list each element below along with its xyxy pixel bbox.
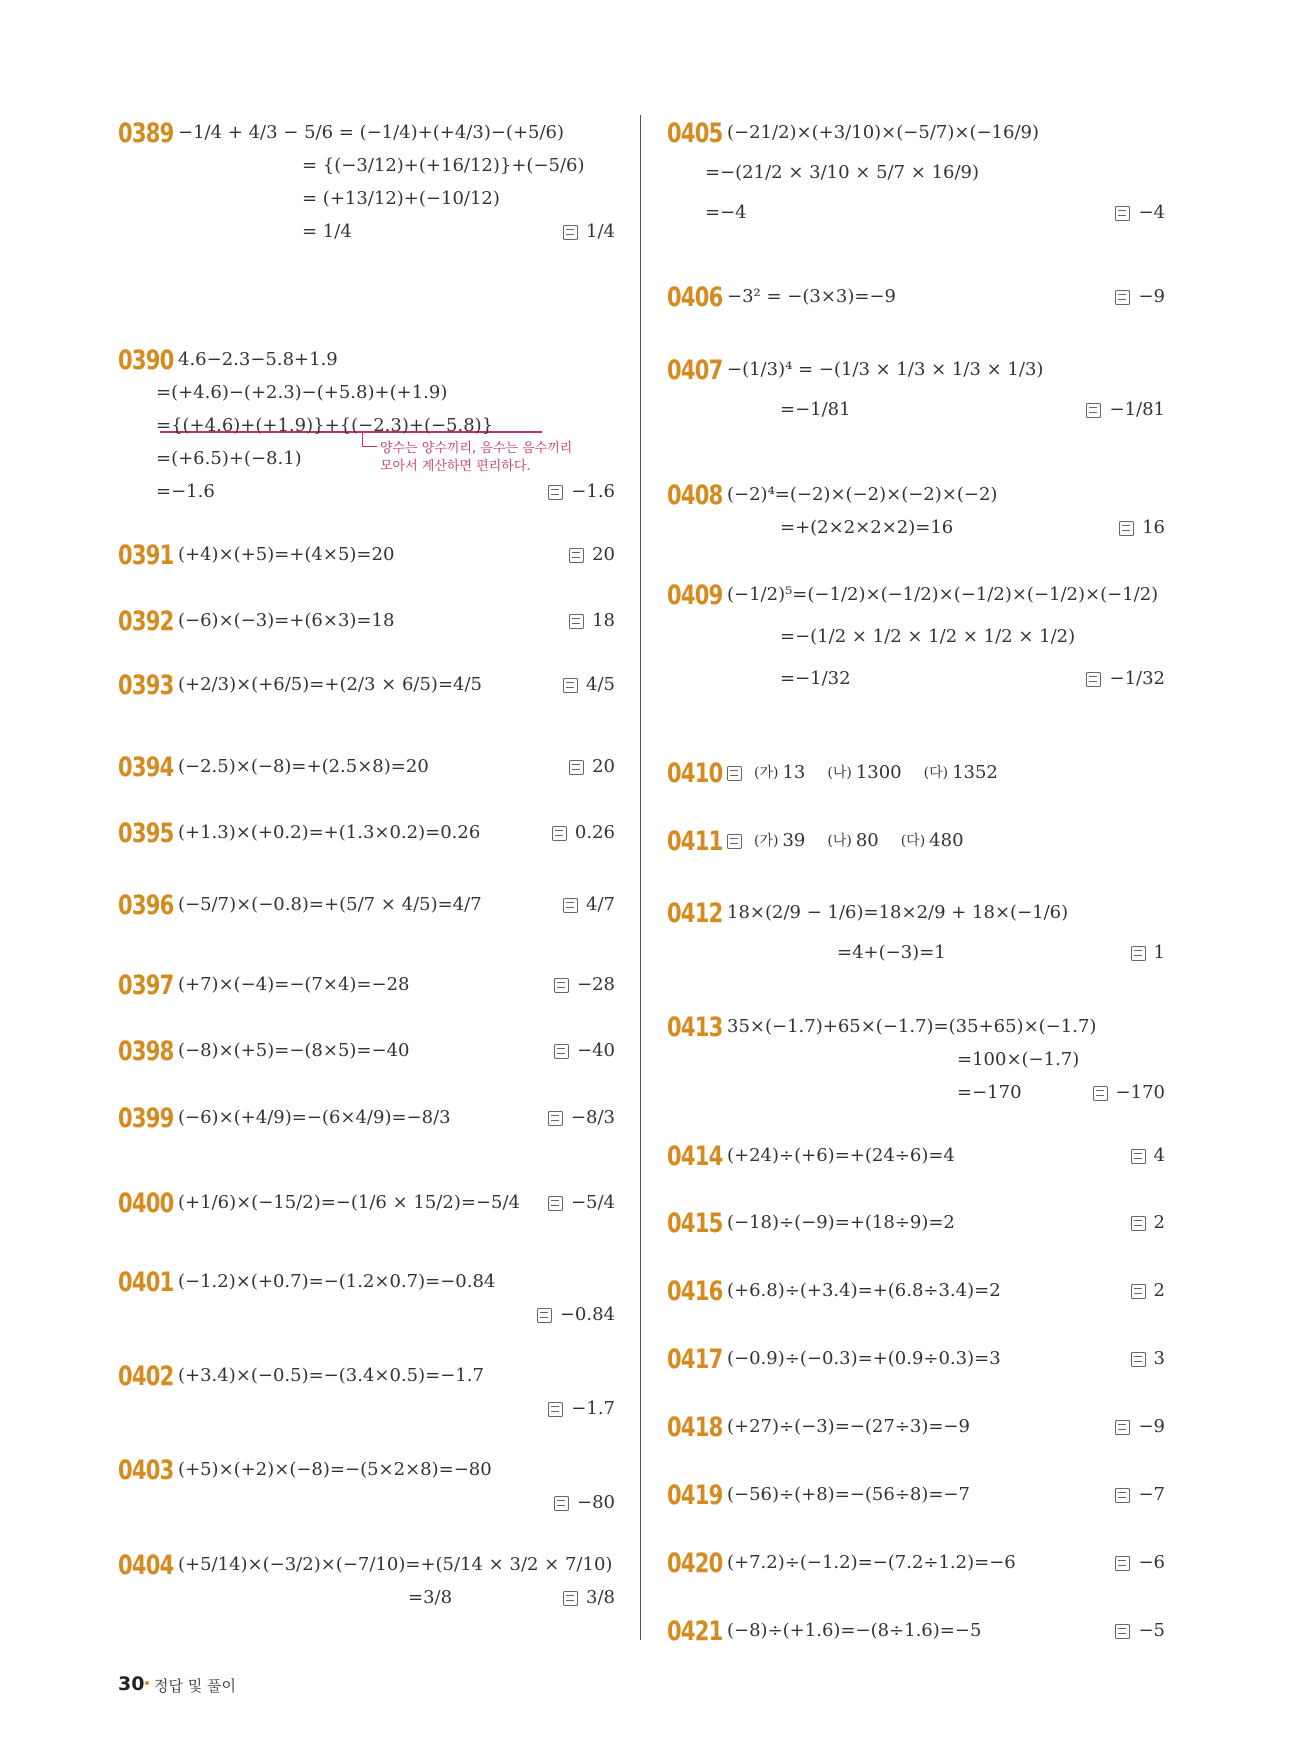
solution-line: (+1.3)×(+0.2)=+(1.3×0.2)=0.26 xyxy=(178,822,481,843)
answer xyxy=(1086,667,1165,691)
solution-line: (−8)×(+5)=−(8×5)=−40 xyxy=(178,1040,410,1061)
answer-mark-icon xyxy=(1086,672,1101,687)
problem-number: 0412 xyxy=(667,898,723,929)
answer-mark-icon xyxy=(1131,1149,1146,1164)
solution-line: =−1/32 xyxy=(780,668,851,689)
answer xyxy=(563,893,615,917)
problem-number: 0392 xyxy=(118,606,174,637)
solution-line: (−1.2)×(+0.7)=−(1.2×0.7)=−0.84 xyxy=(178,1271,496,1292)
answer xyxy=(1131,1279,1165,1303)
answer-mark-icon xyxy=(569,548,584,563)
problem-number: 0416 xyxy=(667,1276,723,1307)
part-label: (다) xyxy=(900,833,926,849)
answer-mark-icon xyxy=(548,1402,563,1417)
problem-number: 0401 xyxy=(118,1267,174,1298)
answer-value: −40 xyxy=(577,1040,615,1061)
answer-mark-icon xyxy=(563,678,578,693)
solution-line: = {(−3/12)+(+16/12)}+(−5/6) xyxy=(302,155,585,176)
solution-line: =3/8 xyxy=(408,1587,453,1608)
answer xyxy=(1131,1211,1165,1235)
answer-mark-icon xyxy=(554,1496,569,1511)
part-label: (나) xyxy=(827,833,852,849)
problem-number: 0410 xyxy=(667,758,723,789)
problem-number: 0409 xyxy=(667,580,723,611)
solution-line: (+1/6)×(−15/2)=−(1/6 × 15/2)=−5/4 xyxy=(178,1192,520,1213)
answer-mark-icon xyxy=(1115,1488,1130,1503)
answer-mark-icon xyxy=(1115,1624,1130,1639)
solution-line: (−0.9)÷(−0.3)=+(0.9÷0.3)=3 xyxy=(727,1348,1001,1369)
problem-number: 0408 xyxy=(667,480,723,511)
solution-line: (+2/3)×(+6/5)=+(2/3 × 6/5)=4/5 xyxy=(178,674,482,695)
solution-line: (−56)÷(+8)=−(56÷8)=−7 xyxy=(727,1484,970,1505)
answer-value: 2 xyxy=(1153,1212,1165,1233)
page-number: 30 xyxy=(118,1673,145,1695)
answer-mark-icon xyxy=(537,1308,552,1323)
solution-line: =−(21/2 × 3/10 × 5/7 × 16/9) xyxy=(705,162,980,183)
answer-value: −9 xyxy=(1138,286,1165,307)
solution-line: (−21/2)×(+3/10)×(−5/7)×(−16/9) xyxy=(727,122,1039,143)
solution-line: (−5/7)×(−0.8)=+(5/7 × 4/5)=4/7 xyxy=(178,894,482,915)
solution-line: (−6)×(−3)=+(6×3)=18 xyxy=(178,610,395,631)
part-value: 80 xyxy=(855,830,879,851)
solution-line: =−170 xyxy=(957,1082,1022,1103)
answer xyxy=(554,1039,615,1063)
solution-line: (−2)⁴=(−2)×(−2)×(−2)×(−2) xyxy=(727,484,998,505)
answer xyxy=(563,673,615,697)
solution-line: (+27)÷(−3)=−(27÷3)=−9 xyxy=(727,1416,970,1437)
solution-line: ={(+4.6)+(+1.9)}+{(−2.3)+(−5.8)} xyxy=(156,415,494,436)
solution-line: (−1/2)⁵=(−1/2)×(−1/2)×(−1/2)×(−1/2)×(−1/2) xyxy=(727,584,1159,605)
answer-mark-icon xyxy=(548,485,563,500)
answer-mark-icon xyxy=(1093,1086,1108,1101)
answer xyxy=(554,973,615,997)
solution-line: −3² = −(3×3)=−9 xyxy=(727,286,897,307)
solution-line: (+4)×(+5)=+(4×5)=20 xyxy=(178,544,395,565)
answer-mark-icon xyxy=(1131,1284,1146,1299)
solution-line: =−1/81 xyxy=(780,399,851,420)
note-line-2: 모아서 계산하면 편리하다. xyxy=(380,459,531,474)
solution-line: = (+13/12)+(−10/12) xyxy=(302,188,500,209)
problem-number: 0405 xyxy=(667,118,723,149)
answer-mark-icon xyxy=(569,760,584,775)
answer-mark-icon xyxy=(1131,1216,1146,1231)
answer-value: −9 xyxy=(1138,1416,1165,1437)
answer xyxy=(1131,941,1165,965)
problem-number: 0415 xyxy=(667,1208,723,1239)
solution-line: (+3.4)×(−0.5)=−(3.4×0.5)=−1.7 xyxy=(178,1365,484,1386)
answer xyxy=(1115,1619,1165,1643)
problem-number: 0393 xyxy=(118,670,174,701)
answer xyxy=(1093,1081,1165,1105)
answer-mark-icon xyxy=(1115,290,1130,305)
note-line-1: 양수는 양수끼리, 음수는 음수끼리 xyxy=(380,441,573,456)
answer xyxy=(1115,201,1165,225)
answer-value: 18 xyxy=(592,610,615,631)
solution-line: −1/4 + 4/3 − 5/6 = (−1/4)+(+4/3)−(+5/6) xyxy=(178,122,565,143)
solution-line: (+6.8)÷(+3.4)=+(6.8÷3.4)=2 xyxy=(727,1280,1001,1301)
problem-number: 0414 xyxy=(667,1141,723,1172)
answer-value: −1.7 xyxy=(571,1398,615,1419)
answer xyxy=(1115,285,1165,309)
answer-value: −170 xyxy=(1115,1082,1165,1103)
answer xyxy=(548,480,615,504)
problem-number: 0406 xyxy=(667,282,723,313)
answer xyxy=(1115,1415,1165,1439)
answer-value: −28 xyxy=(577,974,615,995)
problem-number: 0417 xyxy=(667,1344,723,1375)
answer xyxy=(1115,1483,1165,1507)
solution-line: =+(2×2×2×2)=16 xyxy=(780,517,954,538)
problem-number: 0397 xyxy=(118,970,174,1001)
problem-number: 0398 xyxy=(118,1036,174,1067)
solution-line: 18×(2/9 − 1/6)=18×2/9 + 18×(−1/6) xyxy=(727,902,1069,923)
answer-value: 20 xyxy=(592,544,615,565)
solution-line: 35×(−1.7)+65×(−1.7)=(35+65)×(−1.7) xyxy=(727,1016,1097,1037)
problem-number: 0421 xyxy=(667,1616,723,1647)
part-label: (가) xyxy=(754,833,779,849)
answer-value: 0.26 xyxy=(574,822,615,843)
solution-line: =−(1/2 × 1/2 × 1/2 × 1/2 × 1/2) xyxy=(780,626,1076,647)
part-value: 1300 xyxy=(855,762,902,783)
answer-mark-icon xyxy=(1119,521,1134,536)
part-value: 39 xyxy=(782,830,806,851)
solution-line: (+7.2)÷(−1.2)=−(7.2÷1.2)=−6 xyxy=(727,1552,1016,1573)
problem-number: 0403 xyxy=(118,1455,174,1486)
answer xyxy=(548,1397,615,1421)
answer-mark-icon xyxy=(548,1196,563,1211)
problem-number: 0394 xyxy=(118,752,174,783)
solution-line: (−8)÷(+1.6)=−(8÷1.6)=−5 xyxy=(727,1620,982,1641)
problem-number: 0389 xyxy=(118,118,174,149)
answer xyxy=(1115,1551,1165,1575)
answer-value: 4/7 xyxy=(586,894,615,915)
answer-value: 1/4 xyxy=(586,221,615,242)
answer-value: −4 xyxy=(1138,202,1165,223)
answer-value: −1.6 xyxy=(571,481,615,502)
solution-line: =(+6.5)+(−8.1) xyxy=(156,448,302,469)
answer xyxy=(548,1191,615,1215)
answer-mark-icon xyxy=(1115,1556,1130,1571)
problem-number: 0399 xyxy=(118,1103,174,1134)
answer xyxy=(1119,516,1165,540)
answer xyxy=(569,755,615,779)
answer-mark-icon xyxy=(1115,206,1130,221)
problem-number: 0400 xyxy=(118,1188,174,1219)
part-label: (나) xyxy=(827,765,852,781)
answer xyxy=(1086,398,1165,422)
answer xyxy=(569,543,615,567)
answer-value: 4 xyxy=(1153,1145,1165,1166)
answer-mark-icon xyxy=(727,834,742,849)
answer-value: −5/4 xyxy=(570,1192,615,1213)
answer-parts xyxy=(727,829,982,853)
answer-mark-icon xyxy=(548,1111,563,1126)
answer-mark-icon xyxy=(1131,946,1146,961)
problem-number: 0413 xyxy=(667,1012,723,1043)
answer xyxy=(1131,1144,1165,1168)
solution-line: −(1/3)⁴ = −(1/3 × 1/3 × 1/3 × 1/3) xyxy=(727,359,1044,380)
footer-title: 정답 및 풀이 xyxy=(154,1677,236,1695)
answer-mark-icon xyxy=(554,1044,569,1059)
answer-value: −80 xyxy=(577,1492,615,1513)
solution-line: (−18)÷(−9)=+(18÷9)=2 xyxy=(727,1212,955,1233)
answer-mark-icon xyxy=(1086,403,1101,418)
answer-mark-icon xyxy=(563,898,578,913)
footer-dot xyxy=(145,1681,149,1685)
answer-value: 2 xyxy=(1153,1280,1165,1301)
answer-mark-icon xyxy=(554,978,569,993)
answer-mark-icon xyxy=(1131,1352,1146,1367)
solution-line: (+5)×(+2)×(−8)=−(5×2×8)=−80 xyxy=(178,1459,492,1480)
answer-mark-icon xyxy=(1115,1420,1130,1435)
problem-number: 0418 xyxy=(667,1412,723,1443)
solution-line: (+5/14)×(−3/2)×(−7/10)=+(5/14 × 3/2 × 7/10) xyxy=(178,1554,613,1575)
problem-number: 0411 xyxy=(667,826,723,857)
solution-line: (−6)×(+4/9)=−(6×4/9)=−8/3 xyxy=(178,1107,451,1128)
note-text xyxy=(380,440,572,476)
problem-number: 0402 xyxy=(118,1361,174,1392)
answer xyxy=(537,1303,615,1327)
solution-line: =(+4.6)−(+2.3)−(+5.8)+(+1.9) xyxy=(156,382,448,403)
solution-line: =100×(−1.7) xyxy=(957,1049,1080,1070)
answer xyxy=(563,220,615,244)
answer-value: 3 xyxy=(1153,1348,1165,1369)
part-label: (다) xyxy=(923,765,949,781)
answer-mark-icon xyxy=(727,766,742,781)
answer xyxy=(1131,1347,1165,1371)
answer-value: −8/3 xyxy=(570,1107,615,1128)
solution-line: (−2.5)×(−8)=+(2.5×8)=20 xyxy=(178,756,429,777)
answer-mark-icon xyxy=(552,826,567,841)
part-value: 13 xyxy=(782,762,806,783)
solution-line: =4+(−3)=1 xyxy=(837,942,946,963)
answer-value: −7 xyxy=(1138,1484,1165,1505)
solution-line: (+7)×(−4)=−(7×4)=−28 xyxy=(178,974,410,995)
column-divider xyxy=(640,115,641,1640)
problem-number: 0404 xyxy=(118,1550,174,1581)
answer-value: 4/5 xyxy=(586,674,615,695)
answer-mark-icon xyxy=(563,225,578,240)
answer-value: 3/8 xyxy=(586,1587,615,1608)
problem-number: 0407 xyxy=(667,355,723,386)
problem-number: 0395 xyxy=(118,818,174,849)
problem-number: 0419 xyxy=(667,1480,723,1511)
answer xyxy=(548,1106,615,1130)
answer-value: 20 xyxy=(592,756,615,777)
answer-mark-icon xyxy=(569,614,584,629)
solution-line: =−4 xyxy=(705,202,747,223)
problem-number: 0396 xyxy=(118,890,174,921)
problem-number: 0390 xyxy=(118,345,174,376)
answer-value: −0.84 xyxy=(559,1304,615,1325)
part-label: (가) xyxy=(754,765,779,781)
answer-value: −5 xyxy=(1138,1620,1165,1641)
problem-number: 0391 xyxy=(118,540,174,571)
solution-line: =−1.6 xyxy=(156,481,215,502)
answer-value: −6 xyxy=(1138,1552,1165,1573)
answer xyxy=(563,1586,615,1610)
solution-line: = 1/4 xyxy=(302,221,352,242)
problem-number: 0420 xyxy=(667,1548,723,1579)
part-value: 1352 xyxy=(952,762,998,783)
answer-parts xyxy=(727,761,1016,785)
answer-value: 16 xyxy=(1142,517,1165,538)
answer xyxy=(569,609,615,633)
answer-value: −1/81 xyxy=(1109,399,1165,420)
answer xyxy=(552,821,615,845)
answer-mark-icon xyxy=(563,1591,578,1606)
answer xyxy=(554,1491,615,1515)
solution-line: 4.6−2.3−5.8+1.9 xyxy=(178,349,338,370)
solution-line: (+24)÷(+6)=+(24÷6)=4 xyxy=(727,1145,955,1166)
answer-value: 1 xyxy=(1153,942,1165,963)
part-value: 480 xyxy=(929,830,964,851)
answer-value: −1/32 xyxy=(1109,668,1165,689)
